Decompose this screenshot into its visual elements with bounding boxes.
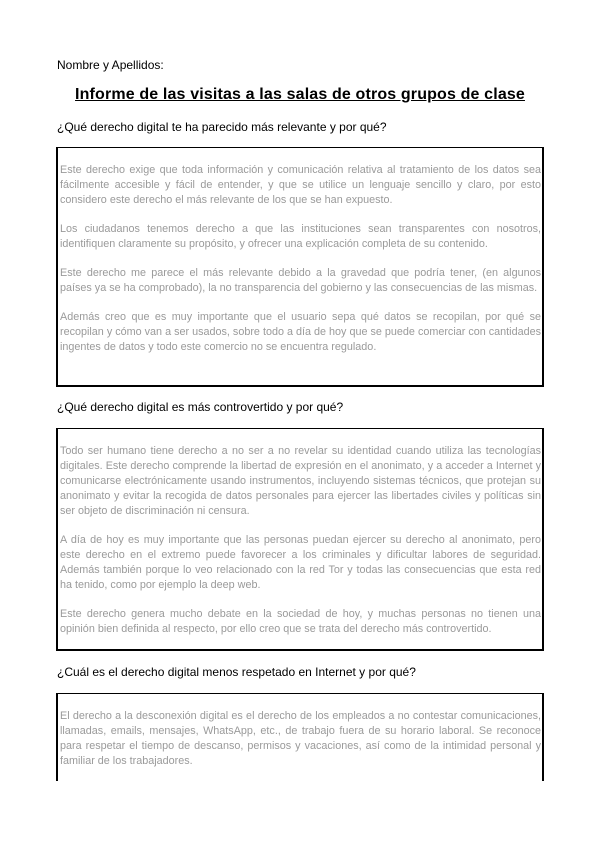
answer-1-paragraph-2: Los ciudadanos tenemos derecho a que las instituciones sean transparentes con nosotros, identifiquen claramente su propósito, y ofrecer una explicación completa de su contenido. — [60, 223, 541, 250]
question-3: ¿Cuál es el derecho digital menos respetado en Internet y por qué? — [57, 665, 416, 679]
answer-3-paragraph-1: El derecho a la desconexión digital es el derecho de los empleados a no contestar comunicaciones, llamadas, emails, mensajes, WhatsApp, etc., de trabajo fuera de su horario laboral. Se reconoce para respetar el tiempo de descanso, permisos y vacaciones, así como de la intimidad personal y familiar de los trabajadores. — [60, 710, 541, 767]
question-2: ¿Qué derecho digital es más controvertido y por qué? — [57, 400, 344, 414]
question-1: ¿Qué derecho digital te ha parecido más relevante y por qué? — [57, 120, 387, 134]
answer-1-paragraph-4: Además creo que es muy importante que el usuario sepa qué datos se recopilan, por qué se recopilan y cómo van a ser usados, sobre todo a día de hoy que se puede comerciar con cantidades ingentes de datos y todo este comercio no se encuentra regulado. — [60, 311, 541, 353]
answer-box-1 — [56, 147, 544, 387]
answer-box-2 — [56, 428, 544, 651]
answer-2-paragraph-3: Este derecho genera mucho debate en la sociedad de hoy, y muchas personas no tienen una opinión bien definida al respecto, por ello creo que se trata del derecho más controvertido. — [60, 608, 541, 635]
answer-1-paragraph-3: Este derecho me parece el más relevante debido a la gravedad que podría tener, (en algunos países ya se ha comprobado), la no transparencia del gobierno y las consecuencias de las mismas. — [60, 267, 541, 294]
name-label: Nombre y Apellidos: — [57, 58, 164, 72]
document-title: Informe de las visitas a las salas de otros grupos de clase — [75, 86, 525, 103]
answer-2-paragraph-2: A día de hoy es muy importante que las personas puedan ejercer su derecho al anonimato, pero este derecho en el extremo puede favorecer a los criminales y dificultar labores de seguridad. Además también porque lo veo relacionado con la red Tor y todas las consecuencias que esta red ha tenido, como por ejemplo la deep web. — [60, 534, 541, 591]
answer-1-paragraph-1: Este derecho exige que toda información y comunicación relativa al tratamiento de los datos sea fácilmente accesible y fácil de entender, y que se utilice un lenguaje sencillo y claro, por esto considero este derecho el más relevante de los que se han expuesto. — [60, 164, 541, 206]
answer-box-3 — [56, 693, 544, 781]
answer-2-paragraph-1: Todo ser humano tiene derecho a no ser a no revelar su identidad cuando utiliza las tecnologías digitales. Este derecho comprende la libertad de expresión en el anonimato, y a acceder a Internet y comunicarse electrónicamente usando instrumentos, incluyendo sistemas técnicos, que protejan su anonimato y evitar la recogida de datos personales para ejercer las libertades civiles y políticas sin ser objeto de discriminación ni censura. — [60, 445, 541, 517]
